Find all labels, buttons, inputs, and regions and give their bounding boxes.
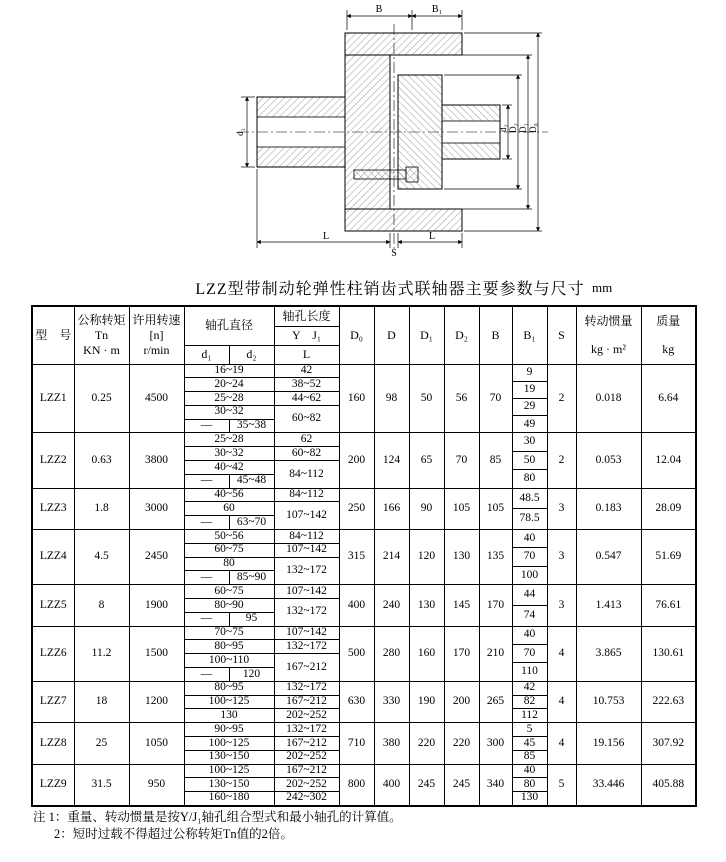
speed-cell: 4500 bbox=[129, 364, 184, 433]
bore-diameter-cell: 30~32 bbox=[184, 405, 274, 419]
S-cell: 4 bbox=[547, 723, 576, 764]
note-line-1: 注 1：重量、转动惯量是按Y/J₁轴孔组合型式和最小轴孔的计算值。 bbox=[33, 810, 402, 824]
B1-value: 40 bbox=[513, 627, 547, 645]
bore-length-cell: 167~212 bbox=[274, 654, 339, 682]
inertia-cell: 0.183 bbox=[576, 488, 641, 529]
B1-value: 130 bbox=[520, 791, 539, 804]
inertia-cell: 0.018 bbox=[576, 364, 641, 433]
B1-stack bbox=[513, 530, 547, 584]
B1-stack bbox=[513, 765, 547, 805]
torque-cell: 11.2 bbox=[74, 626, 129, 681]
inertia-cell: 0.547 bbox=[576, 530, 641, 585]
spec-row-LZZ6-1 bbox=[32, 626, 696, 640]
bore-length-cell: 107~142 bbox=[274, 585, 339, 599]
col-header-B1: B₁ bbox=[512, 306, 547, 364]
D1-cell: 120 bbox=[409, 530, 444, 585]
bore-length-cell: 60~82 bbox=[274, 447, 339, 461]
speed-cell: 1900 bbox=[129, 585, 184, 626]
col-header-D: D bbox=[374, 306, 409, 364]
bore-length-cell: 167~212 bbox=[274, 764, 339, 778]
D-cell: 98 bbox=[374, 364, 409, 433]
B1-stack bbox=[513, 489, 547, 529]
D2-cell: 145 bbox=[444, 585, 479, 626]
bore-length-cell: 60~82 bbox=[274, 405, 339, 433]
D2-cell: 105 bbox=[444, 488, 479, 529]
D-cell: 330 bbox=[374, 681, 409, 722]
bore-diameter-cell: 100~125 bbox=[184, 695, 274, 709]
B1-cell bbox=[512, 626, 547, 681]
speed-cell: 1050 bbox=[129, 723, 184, 764]
dim-label-L-right: L bbox=[428, 231, 436, 242]
bore-diameter-cell: 20~24 bbox=[184, 378, 274, 392]
bore-diameter-cell: 130 bbox=[184, 709, 274, 723]
S-cell: 4 bbox=[547, 626, 576, 681]
B-cell: 70 bbox=[479, 364, 512, 433]
inertia-cell: 33.446 bbox=[576, 764, 641, 805]
spec-row-LZZ3-1 bbox=[32, 488, 696, 502]
B-cell: 210 bbox=[479, 626, 512, 681]
bore-length-cell: 132~172 bbox=[274, 681, 339, 695]
col-header-model: 型 号 bbox=[32, 306, 74, 364]
model-cell: LZZ4 bbox=[32, 530, 74, 585]
B-cell: 85 bbox=[479, 433, 512, 488]
D0-cell: 710 bbox=[339, 723, 374, 764]
B1-value: 70 bbox=[513, 645, 547, 663]
D2-cell: 220 bbox=[444, 723, 479, 764]
D0-cell: 200 bbox=[339, 433, 374, 488]
col-header-S: S bbox=[547, 306, 576, 364]
bore-length-cell: 38~52 bbox=[274, 378, 339, 392]
B1-value: 110 bbox=[521, 665, 538, 678]
bore-length-cell: 167~212 bbox=[274, 695, 339, 709]
D-cell: 124 bbox=[374, 433, 409, 488]
mass-cell: 28.09 bbox=[641, 488, 696, 529]
B1-value: 80 bbox=[523, 472, 536, 485]
model-cell: LZZ7 bbox=[32, 681, 74, 722]
bore-length-cell: 62 bbox=[274, 433, 339, 447]
B1-value: 19 bbox=[513, 382, 547, 399]
bore-diameter-cell: 80~90 bbox=[184, 599, 274, 613]
dim-label-B1: B₁ bbox=[431, 4, 443, 15]
B1-value: 49 bbox=[523, 417, 536, 430]
B1-value: 85 bbox=[523, 750, 536, 763]
spec-row-LZZ5-1 bbox=[32, 585, 696, 599]
D-cell: 166 bbox=[374, 488, 409, 529]
bore-diameter-cell: 130~150 bbox=[184, 778, 274, 792]
bore-diameter-cell: 70~75 bbox=[184, 626, 274, 640]
B1-value: 40 bbox=[513, 765, 547, 779]
D1-cell: 90 bbox=[409, 488, 444, 529]
spec-row-LZZ9-1 bbox=[32, 764, 696, 778]
B1-value: 45 bbox=[513, 737, 547, 751]
mass-cell: 130.61 bbox=[641, 626, 696, 681]
bore-d2-cell: 85~90 bbox=[229, 571, 274, 585]
col-header-mass bbox=[641, 306, 696, 364]
S-cell: 3 bbox=[547, 488, 576, 529]
bore-length-cell: 132~172 bbox=[274, 557, 339, 585]
bore-diameter-cell: 80~95 bbox=[184, 681, 274, 695]
B1-value: 30 bbox=[513, 433, 547, 451]
B1-value: 42 bbox=[513, 682, 547, 696]
header-line: kg · m² bbox=[591, 341, 626, 356]
bore-length-cell: 42 bbox=[274, 364, 339, 378]
bore-length-cell: 167~212 bbox=[274, 737, 339, 751]
dim-label-D1: D₁ bbox=[518, 123, 528, 133]
bore-d1-cell: — bbox=[184, 419, 229, 433]
D-cell: 280 bbox=[374, 626, 409, 681]
speed-cell: 3800 bbox=[129, 433, 184, 488]
mass-cell: 6.64 bbox=[641, 364, 696, 433]
D2-cell: 170 bbox=[444, 626, 479, 681]
torque-cell: 18 bbox=[74, 681, 129, 722]
torque-cell: 0.63 bbox=[74, 433, 129, 488]
D0-cell: 500 bbox=[339, 626, 374, 681]
spec-row-LZZ7-1 bbox=[32, 681, 696, 695]
B1-value: 112 bbox=[521, 708, 538, 721]
bore-length-cell: 132~172 bbox=[274, 640, 339, 654]
speed-cell: 2450 bbox=[129, 530, 184, 585]
B1-value: 78.5 bbox=[519, 512, 540, 525]
D-cell: 400 bbox=[374, 764, 409, 805]
D2-cell: 56 bbox=[444, 364, 479, 433]
B-cell: 135 bbox=[479, 530, 512, 585]
technical-drawing bbox=[0, 0, 726, 272]
col-header-bore-length: 轴孔长度 bbox=[274, 306, 339, 326]
col-header-inertia bbox=[576, 306, 641, 364]
col-header-torque bbox=[74, 306, 129, 364]
bore-diameter-cell: 80 bbox=[184, 557, 274, 571]
D1-cell: 245 bbox=[409, 764, 444, 805]
dim-label-d2: d₂ bbox=[498, 124, 508, 132]
mass-cell: 405.88 bbox=[641, 764, 696, 805]
B1-stack bbox=[513, 682, 547, 722]
dimension-B bbox=[347, 10, 462, 30]
bore-diameter-cell: 25~28 bbox=[184, 392, 274, 406]
B1-value: 40 bbox=[513, 530, 547, 548]
bore-diameter-cell: 25~28 bbox=[184, 433, 274, 447]
dim-label-d1: d₁ bbox=[235, 128, 245, 136]
header-line: KN · m bbox=[83, 342, 120, 357]
col-header-D2: D₂ bbox=[444, 306, 479, 364]
mass-cell: 222.63 bbox=[641, 681, 696, 722]
inertia-cell: 0.053 bbox=[576, 433, 641, 488]
model-cell: LZZ3 bbox=[32, 488, 74, 529]
D2-cell: 70 bbox=[444, 433, 479, 488]
model-cell: LZZ5 bbox=[32, 585, 74, 626]
bore-length-cell: 84~112 bbox=[274, 461, 339, 489]
spec-row-LZZ2-1 bbox=[32, 433, 696, 447]
spec-row-LZZ1-1 bbox=[32, 364, 696, 378]
bore-length-cell: 107~142 bbox=[274, 543, 339, 557]
speed-cell: 1200 bbox=[129, 681, 184, 722]
torque-cell: 8 bbox=[74, 585, 129, 626]
B1-stack bbox=[513, 627, 547, 681]
S-cell: 2 bbox=[547, 364, 576, 433]
bore-d1-cell: — bbox=[184, 474, 229, 488]
B1-value: 82 bbox=[513, 696, 547, 710]
bore-diameter-cell: 90~95 bbox=[184, 723, 274, 737]
B-cell: 340 bbox=[479, 764, 512, 805]
spec-table bbox=[31, 305, 697, 807]
bore-d2-cell: 63~70 bbox=[229, 516, 274, 530]
bore-d1-cell: — bbox=[184, 516, 229, 530]
bore-length-cell: 202~252 bbox=[274, 709, 339, 723]
inertia-cell: 1.413 bbox=[576, 585, 641, 626]
bore-length-cell: 242~302 bbox=[274, 792, 339, 806]
B-cell: 265 bbox=[479, 681, 512, 722]
B1-cell bbox=[512, 530, 547, 585]
mass-cell: 12.04 bbox=[641, 433, 696, 488]
bore-diameter-cell: 60~75 bbox=[184, 585, 274, 599]
bore-length-cell: 132~172 bbox=[274, 723, 339, 737]
D0-cell: 630 bbox=[339, 681, 374, 722]
D-cell: 214 bbox=[374, 530, 409, 585]
header-line: r/min bbox=[143, 342, 170, 357]
dim-label-D0: D₀ bbox=[528, 123, 538, 133]
D2-cell: 130 bbox=[444, 530, 479, 585]
header-line: 质量 bbox=[656, 313, 681, 328]
D1-cell: 65 bbox=[409, 433, 444, 488]
D0-cell: 315 bbox=[339, 530, 374, 585]
D1-cell: 50 bbox=[409, 364, 444, 433]
B1-value: 9 bbox=[513, 365, 547, 382]
bore-diameter-cell: 50~56 bbox=[184, 530, 274, 544]
B1-cell bbox=[512, 681, 547, 722]
bore-diameter-cell: 60 bbox=[184, 502, 274, 516]
col-header-B: B bbox=[479, 306, 512, 364]
B1-value: 50 bbox=[513, 452, 547, 470]
page-title: LZZ型带制动轮弹性柱销齿式联轴器主要参数与尺寸 bbox=[195, 281, 585, 298]
spec-table-body bbox=[32, 364, 696, 806]
header-line: 转动惯量 bbox=[584, 313, 633, 328]
B1-value: 48.5 bbox=[513, 489, 547, 510]
dim-label-S: S bbox=[391, 248, 397, 259]
speed-cell: 950 bbox=[129, 764, 184, 805]
bore-diameter-cell: 100~125 bbox=[184, 737, 274, 751]
B1-value: 5 bbox=[513, 723, 547, 737]
bore-length-cell: 84~112 bbox=[274, 488, 339, 502]
bore-d1-cell: — bbox=[184, 571, 229, 585]
bore-d2-cell: 45~48 bbox=[229, 474, 274, 488]
S-cell: 4 bbox=[547, 681, 576, 722]
D0-cell: 160 bbox=[339, 364, 374, 433]
D-cell: 380 bbox=[374, 723, 409, 764]
col-header-L: L bbox=[274, 345, 339, 364]
header-line: Tn bbox=[94, 327, 109, 342]
B1-stack bbox=[513, 365, 547, 433]
col-header-d2: d₂ bbox=[229, 345, 274, 364]
B-cell: 170 bbox=[479, 585, 512, 626]
B1-value: 44 bbox=[513, 585, 547, 606]
brake-drum-top bbox=[345, 33, 462, 55]
bore-length-cell: 107~142 bbox=[274, 626, 339, 640]
spec-row-LZZ8-1 bbox=[32, 723, 696, 737]
mass-cell: 76.61 bbox=[641, 585, 696, 626]
header-line: 许用转速 bbox=[132, 312, 181, 327]
D1-cell: 130 bbox=[409, 585, 444, 626]
col-header-yj1: Y J₁ bbox=[274, 326, 339, 345]
B-cell: 300 bbox=[479, 723, 512, 764]
B1-value: 74 bbox=[523, 608, 536, 621]
spec-table-head bbox=[32, 306, 696, 364]
col-header-bore-diameter: 轴孔直径 bbox=[184, 306, 274, 345]
brake-drum-bottom bbox=[345, 209, 462, 231]
B1-cell bbox=[512, 585, 547, 626]
col-header-D0: D₀ bbox=[339, 306, 374, 364]
dim-label-B: B bbox=[375, 4, 383, 15]
inertia-cell: 3.865 bbox=[576, 626, 641, 681]
B1-cell bbox=[512, 723, 547, 764]
bore-length-cell: 84~112 bbox=[274, 530, 339, 544]
header-line: 公称转矩 bbox=[77, 312, 126, 327]
B1-value: 80 bbox=[513, 778, 547, 792]
D2-cell: 245 bbox=[444, 764, 479, 805]
B1-cell bbox=[512, 488, 547, 529]
B1-stack bbox=[513, 723, 547, 763]
D1-cell: 160 bbox=[409, 626, 444, 681]
bore-length-cell: 202~252 bbox=[274, 778, 339, 792]
torque-cell: 0.25 bbox=[74, 364, 129, 433]
col-header-d1: d₁ bbox=[184, 345, 229, 364]
left-flange bbox=[345, 55, 390, 209]
spec-row-LZZ4-1 bbox=[32, 530, 696, 544]
torque-cell: 25 bbox=[74, 723, 129, 764]
bore-diameter-cell: 30~32 bbox=[184, 447, 274, 461]
bore-d1-cell: — bbox=[184, 612, 229, 626]
bore-length-cell: 107~142 bbox=[274, 502, 339, 530]
D0-cell: 800 bbox=[339, 764, 374, 805]
unit-label: mm bbox=[592, 280, 613, 295]
bore-diameter-cell: 40~56 bbox=[184, 488, 274, 502]
bore-diameter-cell: 80~95 bbox=[184, 640, 274, 654]
B1-stack bbox=[513, 585, 547, 625]
S-cell: 3 bbox=[547, 530, 576, 585]
dim-label-D2: D₂ bbox=[508, 123, 518, 133]
model-cell: LZZ1 bbox=[32, 364, 74, 433]
B1-cell bbox=[512, 764, 547, 805]
notes bbox=[33, 809, 402, 843]
col-header-speed bbox=[129, 306, 184, 364]
bore-diameter-cell: 100~110 bbox=[184, 654, 274, 668]
B-cell: 105 bbox=[479, 488, 512, 529]
model-cell: LZZ9 bbox=[32, 764, 74, 805]
bore-d2-cell: 120 bbox=[229, 668, 274, 682]
speed-cell: 1500 bbox=[129, 626, 184, 681]
mass-cell: 307.92 bbox=[641, 723, 696, 764]
D2-cell: 200 bbox=[444, 681, 479, 722]
D0-cell: 400 bbox=[339, 585, 374, 626]
model-cell: LZZ2 bbox=[32, 433, 74, 488]
D1-cell: 220 bbox=[409, 723, 444, 764]
bore-diameter-cell: 160~180 bbox=[184, 792, 274, 806]
B1-value: 100 bbox=[520, 568, 539, 581]
model-cell: LZZ8 bbox=[32, 723, 74, 764]
bore-d2-cell: 35~38 bbox=[229, 419, 274, 433]
mass-cell: 51.69 bbox=[641, 530, 696, 585]
bore-diameter-cell: 130~150 bbox=[184, 750, 274, 764]
bore-d1-cell: — bbox=[184, 668, 229, 682]
bore-d2-cell: 95 bbox=[229, 612, 274, 626]
note-line-2: 2：短时过载不得超过公称转矩Tn值的2倍。 bbox=[54, 827, 293, 841]
bore-diameter-cell: 100~125 bbox=[184, 764, 274, 778]
header-line: [n] bbox=[149, 327, 164, 342]
model-cell: LZZ6 bbox=[32, 626, 74, 681]
S-cell: 5 bbox=[547, 764, 576, 805]
D-cell: 240 bbox=[374, 585, 409, 626]
speed-cell: 3000 bbox=[129, 488, 184, 529]
bore-length-cell: 202~252 bbox=[274, 750, 339, 764]
D0-cell: 250 bbox=[339, 488, 374, 529]
header-line: kg bbox=[662, 341, 675, 356]
bore-length-cell: 44~62 bbox=[274, 392, 339, 406]
S-cell: 3 bbox=[547, 585, 576, 626]
bore-diameter-cell: 40~42 bbox=[184, 461, 274, 475]
B1-value: 70 bbox=[513, 548, 547, 566]
bore-diameter-cell: 16~19 bbox=[184, 364, 274, 378]
bore-length-cell: 132~172 bbox=[274, 599, 339, 627]
B1-cell bbox=[512, 364, 547, 433]
B1-stack bbox=[513, 433, 547, 487]
torque-cell: 1.8 bbox=[74, 488, 129, 529]
inertia-cell: 10.753 bbox=[576, 681, 641, 722]
torque-cell: 31.5 bbox=[74, 764, 129, 805]
B1-cell bbox=[512, 433, 547, 488]
inertia-cell: 19.156 bbox=[576, 723, 641, 764]
D1-cell: 190 bbox=[409, 681, 444, 722]
torque-cell: 4.5 bbox=[74, 530, 129, 585]
B1-value: 29 bbox=[513, 399, 547, 416]
col-header-D1: D₁ bbox=[409, 306, 444, 364]
bore-diameter-cell: 60~75 bbox=[184, 543, 274, 557]
S-cell: 2 bbox=[547, 433, 576, 488]
dim-label-L-left: L bbox=[322, 231, 330, 242]
